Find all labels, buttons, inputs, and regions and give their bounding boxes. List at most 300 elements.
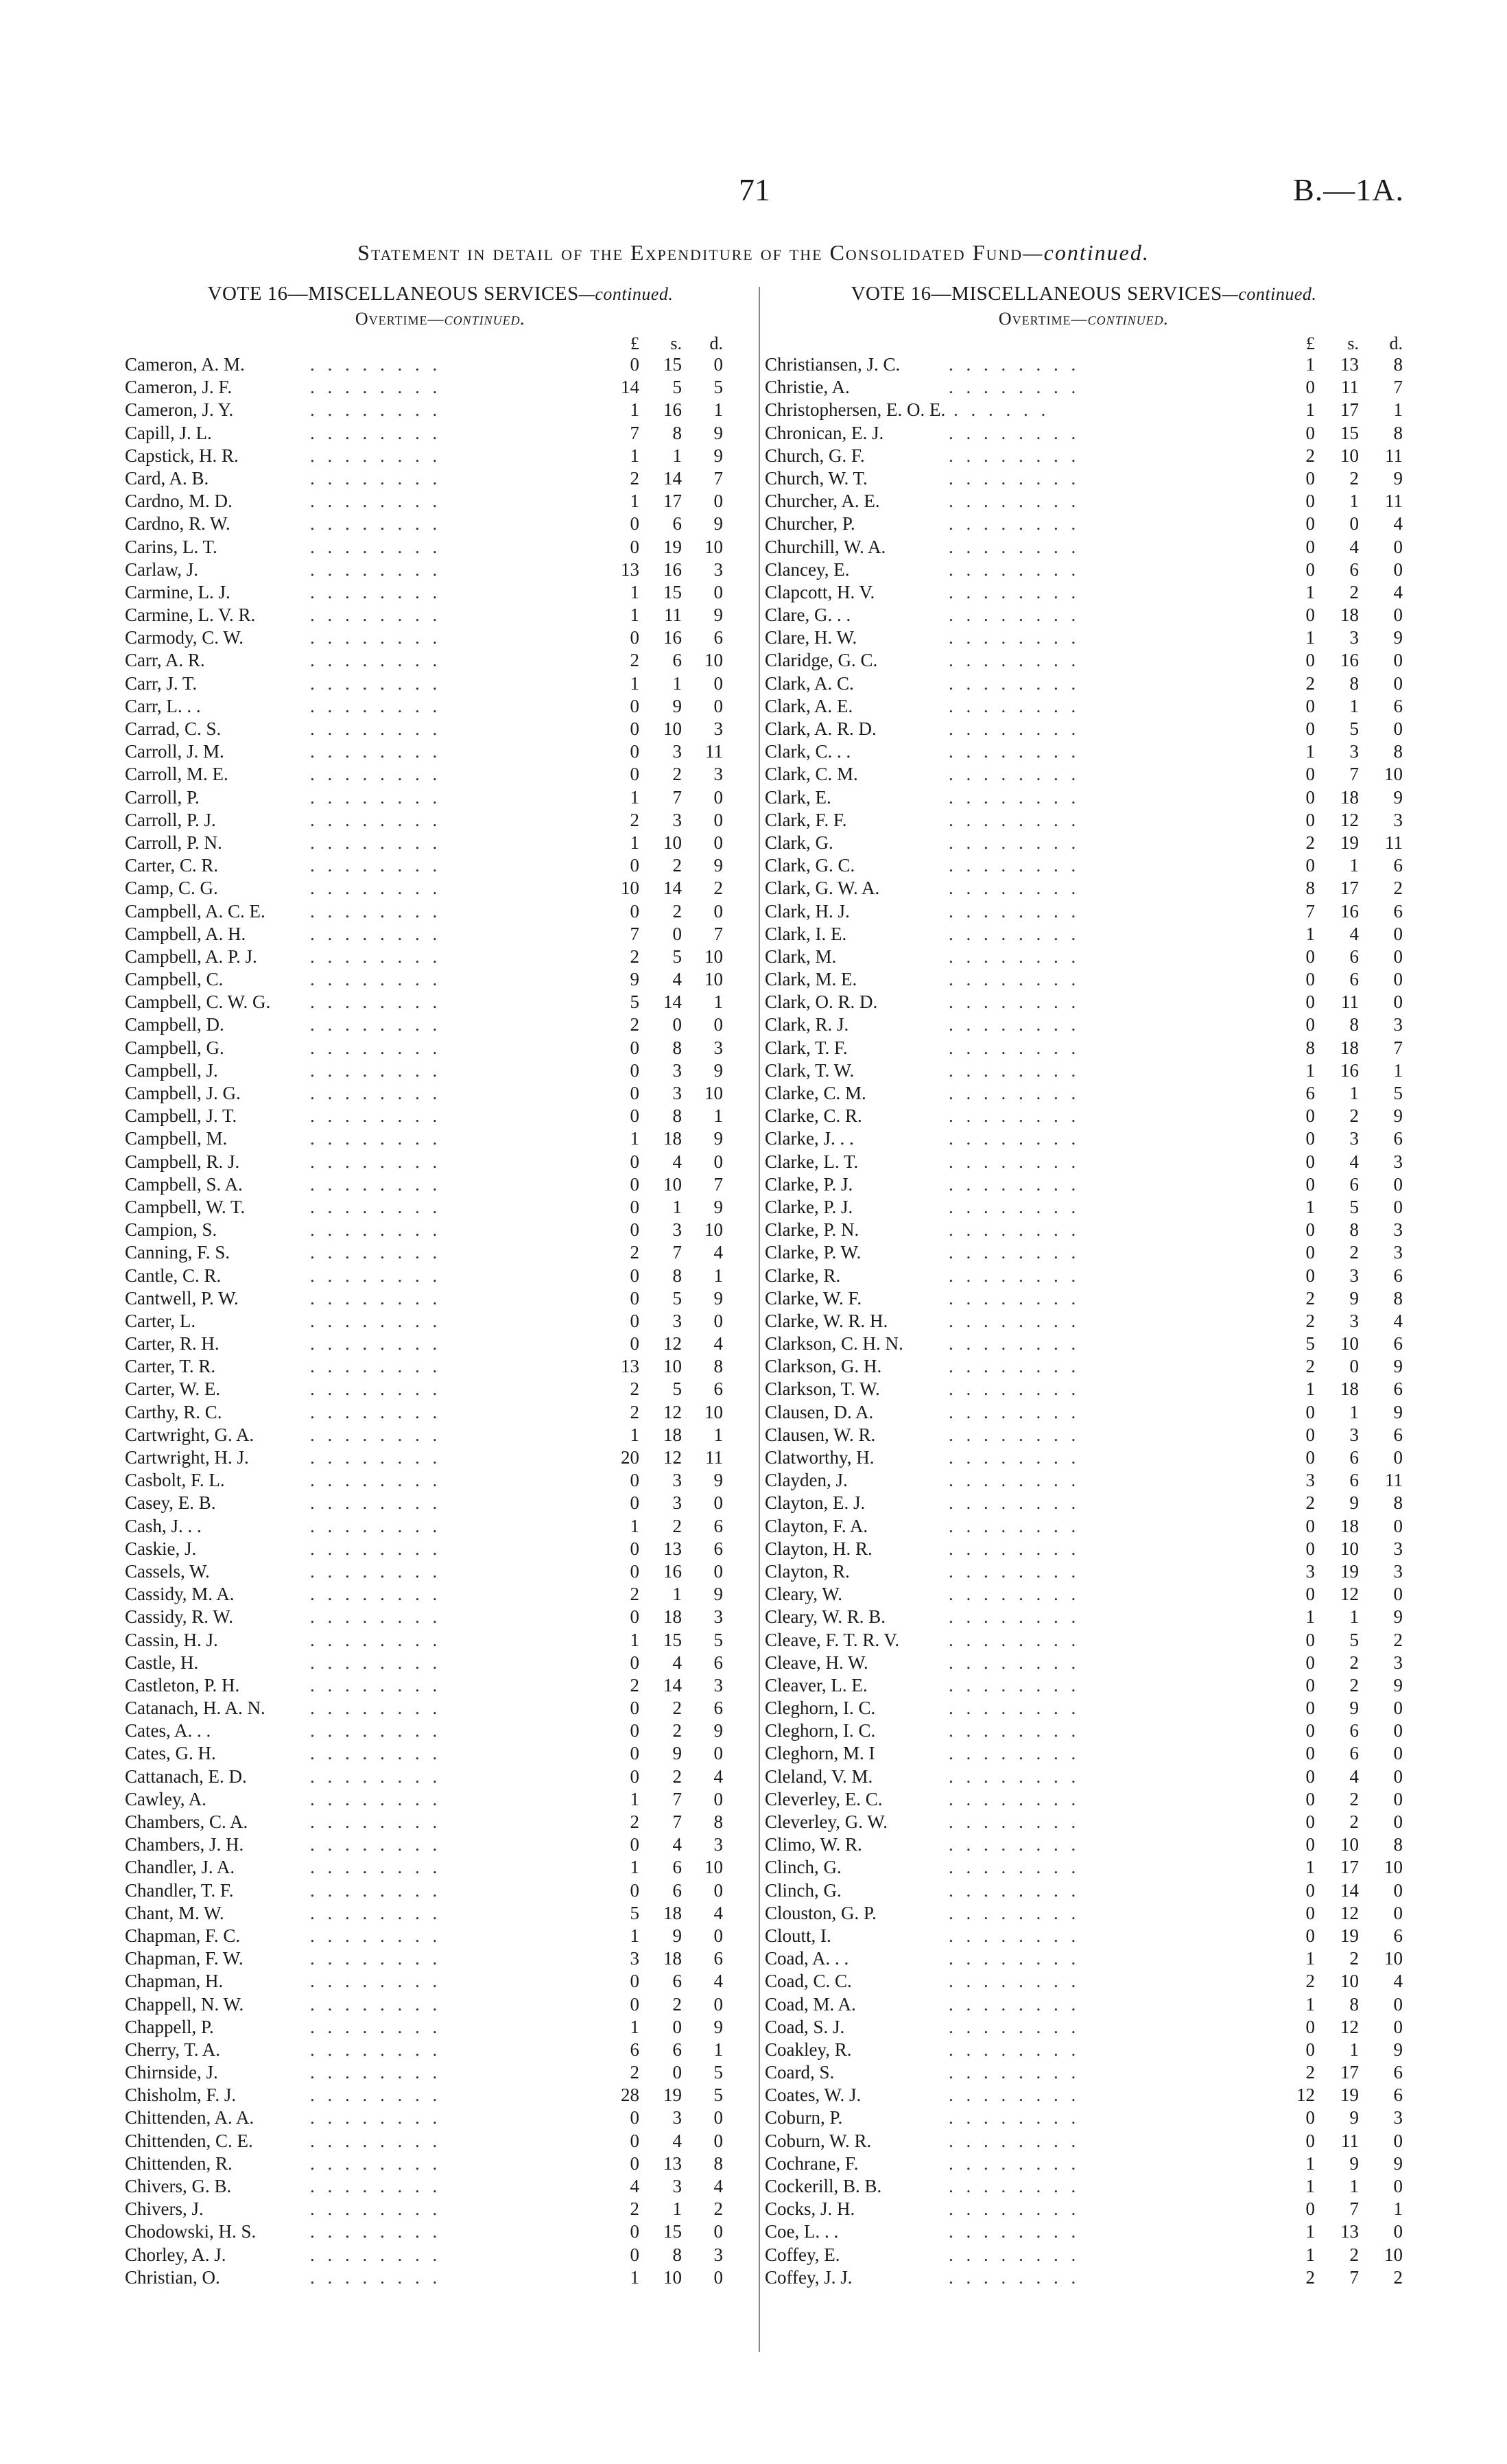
dot-leader: . . . . . . . . [949, 1925, 1080, 1946]
shillings-value: 7 [672, 786, 682, 808]
entry-row [125, 513, 756, 536]
entry-name: Clouston, G. P. [765, 1902, 877, 1923]
pounds-value: 1 [1305, 2244, 1315, 2265]
pounds-value: 0 [1305, 1219, 1315, 1241]
pence-value: 0 [713, 354, 723, 375]
entry-name: Cleghorn, I. C. [765, 1720, 876, 1741]
shillings-value: 11 [664, 605, 682, 626]
shillings-value: 11 [1341, 2130, 1359, 2151]
entry-name: Clarke, L. T. [765, 1151, 859, 1172]
pence-value: 4 [713, 1242, 723, 1263]
shillings-value: 17 [1340, 1857, 1359, 1878]
entry-name: Clark, E. [765, 786, 831, 808]
pence-value: 1 [713, 1105, 723, 1127]
entry-name: Clarke, J. . . [765, 1128, 854, 1149]
shillings-value: 2 [672, 855, 682, 876]
dot-leader: . . . . . . . . [949, 969, 1080, 990]
entry-row [125, 1197, 756, 1219]
shillings-value: 14 [663, 878, 682, 899]
entry-row [765, 537, 1403, 559]
entry-name: Cassidy, R. W. [125, 1606, 234, 1628]
pounds-value: 0 [1305, 467, 1315, 489]
entry-row [765, 924, 1403, 946]
pence-value: 10 [1384, 1948, 1403, 1969]
entry-row [125, 605, 756, 627]
pence-value: 9 [713, 855, 723, 876]
dot-leader: . . . . . . . . [949, 1173, 1080, 1195]
entry-name: Clark, R. J. [765, 1014, 849, 1035]
shillings-value: 3 [672, 1470, 682, 1491]
pence-value: 7 [1393, 1037, 1403, 1058]
entry-row [765, 810, 1403, 832]
pounds-value: 0 [630, 1173, 639, 1195]
entry-name: Clatworthy, H. [765, 1447, 875, 1468]
pounds-value: 0 [1305, 1629, 1315, 1650]
pence-value: 1 [713, 1265, 723, 1286]
pounds-value: 1 [630, 1788, 639, 1809]
pence-value: 4 [713, 1902, 723, 1923]
dot-leader: . . . . . . . . [949, 1242, 1080, 1263]
dot-leader: . . . . . . . . [949, 2152, 1080, 2174]
entry-row [765, 1743, 1403, 1765]
pence-value: 0 [1393, 650, 1403, 671]
entry-name: Campbell, M. [125, 1128, 228, 1149]
dot-leader: . . . . . . . . [949, 718, 1080, 739]
pence-value: 5 [1393, 1083, 1403, 1103]
entry-name: Clark, G. W. A. [765, 878, 880, 899]
entry-row [125, 2176, 756, 2198]
pounds-value: 0 [1305, 1242, 1315, 1263]
shillings-value: 2 [1349, 467, 1359, 489]
entry-row [125, 1743, 756, 1765]
dot-leader: . . . . . . . . [949, 1652, 1080, 1673]
pence-value: 0 [1393, 946, 1403, 967]
pounds-value: 0 [1305, 1788, 1315, 1809]
shillings-value: 6 [1349, 1743, 1359, 1764]
dot-leader: . . . . . . . . [949, 1720, 1080, 1741]
dot-leader: . . . . . . . . [949, 1401, 1080, 1422]
pence-value: 0 [1393, 2221, 1403, 2242]
entry-name: Clare, H. W. [765, 627, 857, 648]
pence-value: 5 [713, 2085, 723, 2106]
pounds-value: 0 [1305, 718, 1315, 739]
entry-row [765, 1516, 1403, 1538]
pounds-value: 0 [1305, 1652, 1315, 1673]
entry-row [765, 1014, 1403, 1037]
pounds-value: 1 [630, 786, 639, 808]
shillings-value: 19 [1340, 2085, 1359, 2106]
entry-row [765, 2107, 1403, 2130]
entry-row [125, 1903, 756, 1925]
pence-value: 7 [713, 923, 723, 944]
shillings-value: 6 [672, 1971, 682, 1992]
entry-row [125, 1242, 756, 1265]
shillings-value: 1 [1349, 855, 1359, 876]
pence-value: 2 [1393, 878, 1403, 899]
dot-leader: . . . . . . . . [949, 1424, 1080, 1445]
entry-row [125, 1447, 756, 1470]
shillings-value: 9 [1349, 2152, 1359, 2174]
shillings-value: 10 [663, 718, 682, 739]
dot-leader: . . . . . . . . [310, 1470, 442, 1491]
pounds-value: 0 [1305, 1879, 1315, 1901]
shillings-value: 2 [1349, 1242, 1359, 1263]
entry-name: Caskie, J. [125, 1538, 197, 1559]
entry-row [765, 1789, 1403, 1811]
shillings-value: 0 [672, 2062, 682, 2083]
pounds-value: 1 [630, 2016, 639, 2037]
pounds-value: 2 [630, 1584, 639, 1605]
shillings-value: 3 [1349, 1424, 1359, 1445]
pence-value: 9 [713, 605, 723, 626]
shillings-value: 6 [1349, 969, 1359, 990]
pounds-value: 0 [1305, 605, 1315, 626]
entry-name: Chittenden, C. E. [125, 2130, 253, 2151]
entry-name: Coburn, W. R. [765, 2130, 872, 2151]
entry-name: Clark, A. C. [765, 672, 854, 694]
entry-row [125, 537, 756, 559]
entry-name: Campbell, J. T. [125, 1105, 237, 1127]
pence-value: 2 [713, 878, 723, 899]
shillings-value: 6 [1349, 1720, 1359, 1741]
shillings-value: 0 [672, 923, 682, 944]
entry-row [125, 924, 756, 946]
entry-row [125, 1698, 756, 1720]
pence-value: 5 [713, 2062, 723, 2083]
pence-value: 9 [713, 1128, 723, 1149]
pence-value: 10 [704, 969, 723, 990]
dot-leader: . . . . . . . . [949, 1629, 1080, 1650]
pence-value: 0 [713, 1492, 723, 1514]
shillings-value: 9 [1349, 1698, 1359, 1719]
pounds-value: 28 [621, 2085, 639, 2106]
entry-row [765, 1356, 1403, 1378]
shillings-value: 16 [1340, 650, 1359, 671]
shillings-value: 13 [663, 2152, 682, 2174]
pence-value: 6 [1393, 900, 1403, 922]
pence-value: 6 [1393, 1925, 1403, 1946]
entry-name: Clarkson, G. H. [765, 1356, 882, 1377]
pounds-value: 0 [630, 1059, 639, 1081]
entry-row [125, 1994, 756, 2017]
pounds-value: 3 [1305, 1470, 1315, 1491]
entry-name: Cocks, J. H. [765, 2198, 855, 2220]
dot-leader: . . . . . . . . [949, 445, 1080, 466]
pence-value: 0 [1393, 1447, 1403, 1468]
pounds-value: 0 [1305, 1765, 1315, 1787]
pence-value: 3 [713, 2244, 723, 2265]
shillings-value: 16 [663, 1560, 682, 1582]
pounds-value: 1 [1305, 923, 1315, 944]
shillings-value: 12 [663, 1401, 682, 1422]
entry-row [125, 673, 756, 696]
dot-leader: . . . . . . . . [949, 1515, 1080, 1536]
dot-leader: . . . . . . . . [310, 513, 442, 535]
shillings-value: 14 [663, 467, 682, 489]
entry-name: Carr, A. R. [125, 650, 205, 671]
entry-name: Coad, M. A. [765, 1993, 856, 2015]
entry-row [125, 1925, 756, 1948]
pounds-value: 1 [630, 1857, 639, 1878]
entry-row [765, 1630, 1403, 1652]
entry-name: Cassels, W. [125, 1560, 210, 1582]
entry-row [765, 1925, 1403, 1948]
shillings-value: 2 [1349, 1674, 1359, 1696]
pounds-value: 0 [1305, 1698, 1315, 1719]
dot-leader: . . . . . . . . [310, 1447, 442, 1468]
entry-row [765, 627, 1403, 650]
shillings-value: 6 [672, 513, 682, 535]
shillings-value: 3 [672, 2176, 682, 2196]
shillings-value: 8 [1349, 1219, 1359, 1241]
pence-value: 3 [713, 1834, 723, 1855]
entry-row [765, 2085, 1403, 2107]
pence-value: 4 [713, 1765, 723, 1787]
shillings-value: 1 [1349, 2176, 1359, 2196]
entry-row [125, 832, 756, 855]
entry-name: Clancey, E. [765, 559, 850, 580]
entry-row [765, 1060, 1403, 1083]
dot-leader: . . . . . . . . [310, 1242, 442, 1263]
shillings-value: 18 [663, 1902, 682, 1923]
dot-leader: . . . . . . . . [949, 1765, 1080, 1787]
dot-leader: . . . . . . . . [310, 764, 442, 785]
dot-leader: . . . . . . . . [310, 1652, 442, 1673]
entry-row [765, 2267, 1403, 2290]
entry-row [125, 1766, 756, 1789]
pence-value: 9 [1393, 1606, 1403, 1628]
entry-row [125, 1288, 756, 1311]
entry-row [765, 1083, 1403, 1105]
entry-row [125, 1516, 756, 1538]
dot-leader: . . . . . . . . [949, 992, 1080, 1013]
pence-value: 9 [1393, 1401, 1403, 1422]
pence-value: 0 [713, 672, 723, 694]
pounds-value: 3 [1305, 1560, 1315, 1582]
shillings-value: 12 [1340, 809, 1359, 830]
pence-value: 9 [713, 1470, 723, 1491]
entry-name: Cawley, A. [125, 1788, 206, 1809]
money-header [765, 333, 1403, 354]
shillings-value: 9 [1349, 1492, 1359, 1514]
pence-value: 0 [713, 1151, 723, 1172]
dot-leader: . . . . . . . . [310, 672, 442, 694]
entry-name: Cameron, J. Y. [125, 399, 234, 421]
dot-leader: . . . . . . . . [310, 900, 442, 922]
pence-value: 0 [1393, 672, 1403, 694]
entry-name: Cameron, J. F. [125, 377, 233, 398]
entry-row [125, 1880, 756, 1903]
shillings-value: 15 [663, 581, 682, 602]
pounds-value: 0 [1305, 1515, 1315, 1536]
entry-name: Campbell, C. [125, 969, 224, 990]
dot-leader: . . . . . . . . [310, 1059, 442, 1081]
dot-leader: . . . . . . . . [949, 741, 1080, 762]
pounds-value: 1 [1305, 1059, 1315, 1081]
pence-value: 9 [1393, 2039, 1403, 2060]
pounds-value: 1 [630, 1515, 639, 1536]
entry-row [765, 1174, 1403, 1197]
dot-leader: . . . . . . . . [949, 1788, 1080, 1809]
dot-leader: . . . . . . . . [949, 1674, 1080, 1696]
entry-name: Campbell, C. W. G. [125, 992, 271, 1013]
entry-row [765, 1766, 1403, 1789]
pence-value: 0 [713, 1560, 723, 1582]
entry-name: Christophersen, E. O. E. [765, 399, 946, 421]
pence-value: 3 [1393, 1219, 1403, 1241]
shillings-value: 3 [672, 2107, 682, 2128]
shillings-value: 14 [663, 992, 682, 1013]
dot-leader: . . . . . . . . [949, 2107, 1080, 2128]
pounds-value: 2 [630, 2198, 639, 2220]
entry-name: Churcher, A. E. [765, 491, 880, 512]
pounds-value: 0 [630, 1834, 639, 1855]
shillings-value: 15 [663, 354, 682, 375]
entry-row [765, 445, 1403, 468]
dot-leader: . . . . . . . . [310, 923, 442, 944]
shillings-value: 6 [1349, 1470, 1359, 1491]
shillings-value: 8 [672, 2244, 682, 2265]
pounds-value: 0 [1305, 1424, 1315, 1445]
dot-leader: . . . . . . . . [310, 1310, 442, 1331]
entry-row [765, 969, 1403, 992]
dot-leader: . . . . . . . . [949, 1310, 1080, 1331]
dot-leader: . . . . . . . . [949, 559, 1080, 580]
pounds-value: 0 [1305, 855, 1315, 876]
pence-value: 9 [1393, 786, 1403, 808]
dot-leader: . . . . . . . . [310, 491, 442, 512]
shillings-value: 2 [1349, 581, 1359, 602]
dot-leader: . . . . . . . . [949, 581, 1080, 602]
entry-name: Clarke, W. R. H. [765, 1310, 888, 1331]
pounds-value: 0 [1305, 1151, 1315, 1172]
pounds-value: 0 [1305, 1447, 1315, 1468]
shillings-value: 2 [1349, 1948, 1359, 1969]
entry-row [125, 445, 756, 468]
pounds-value: 1 [630, 1128, 639, 1149]
shillings-value: 13 [663, 1538, 682, 1559]
dot-leader: . . . . . . . . [949, 900, 1080, 922]
dot-leader: . . . . . . . . [310, 786, 442, 808]
shillings-value: 12 [663, 1333, 682, 1354]
pounds-value: 0 [1305, 422, 1315, 443]
dot-leader: . . . . . . . . [949, 1470, 1080, 1491]
entry-name: Clarkson, C. H. N. [765, 1333, 903, 1354]
entry-row [765, 354, 1403, 377]
pounds-value: 0 [1305, 1014, 1315, 1035]
entry-name: Church, G. F. [765, 445, 865, 466]
entry-row [125, 559, 756, 582]
shillings-value: 10 [663, 1173, 682, 1195]
entry-name: Casbolt, F. L. [125, 1470, 225, 1491]
entry-row [125, 1538, 756, 1561]
entry-name: Cleave, F. T. R. V. [765, 1629, 900, 1650]
shillings-value: 2 [1349, 1652, 1359, 1673]
entry-row [765, 832, 1403, 855]
entry-row [765, 468, 1403, 491]
shillings-value: 18 [1340, 1378, 1359, 1400]
entry-row [125, 2221, 756, 2244]
pounds-value: 1 [630, 832, 639, 853]
entry-name: Clark, A. E. [765, 695, 853, 716]
dot-leader: . . . . . . . . [949, 855, 1080, 876]
pence-value: 8 [1393, 1287, 1403, 1309]
entry-name: Campbell, J. G. [125, 1083, 241, 1103]
pence-value: 0 [713, 2130, 723, 2151]
pence-value: 0 [1393, 1698, 1403, 1719]
entry-name: Clarke, C. R. [765, 1105, 862, 1127]
dot-leader: . . . . . . . . [949, 1083, 1080, 1103]
pence-value: 6 [1393, 1265, 1403, 1286]
entry-name: Carter, T. R. [125, 1356, 216, 1377]
entry-row [125, 2267, 756, 2290]
dot-leader: . . . . . . . . [310, 2198, 442, 2220]
entry-name: Chapman, F. C. [125, 1925, 241, 1946]
shillings-value: 1 [672, 1196, 682, 1217]
entry-name: Cassin, H. J. [125, 1629, 218, 1650]
dot-leader: . . . . . . . . [310, 2176, 442, 2196]
column-divider [759, 287, 760, 2352]
entry-name: Castle, H. [125, 1652, 199, 1673]
dot-leader: . . . . . . . . [310, 1674, 442, 1696]
entry-row [765, 1903, 1403, 1925]
pounds-header: £ [630, 333, 639, 353]
entry-row [125, 1492, 756, 1515]
dot-leader: . . . . . . . . [310, 741, 442, 762]
entry-row [125, 1470, 756, 1492]
pounds-value: 0 [630, 741, 639, 762]
pounds-value: 0 [1305, 2039, 1315, 2060]
entry-name: Cleghorn, I. C. [765, 1698, 876, 1719]
dot-leader: . . . . . . . . [310, 1083, 442, 1103]
pence-value: 8 [1393, 741, 1403, 762]
shillings-value: 7 [672, 1788, 682, 1809]
dot-leader: . . . . . . . . [310, 627, 442, 648]
dot-leader: . . . . . . [953, 399, 1050, 421]
pounds-value: 0 [1305, 650, 1315, 671]
pounds-value: 2 [1305, 1287, 1315, 1309]
pence-value: 3 [1393, 2107, 1403, 2128]
pence-value: 1 [1393, 399, 1403, 421]
dot-leader: . . . . . . . . [310, 1971, 442, 1992]
shillings-value: 3 [672, 1219, 682, 1241]
pence-header: d. [709, 333, 723, 353]
entry-row [765, 2039, 1403, 2062]
shillings-value: 6 [672, 650, 682, 671]
dot-leader: . . . . . . . . [310, 1014, 442, 1035]
entry-row [125, 1037, 756, 1060]
pounds-value: 0 [630, 1765, 639, 1787]
entry-name: Clark, T. W. [765, 1059, 855, 1081]
entry-name: Coates, W. J. [765, 2085, 862, 2106]
pence-value: 3 [713, 559, 723, 580]
shillings-value: 9 [672, 695, 682, 716]
shillings-value: 18 [1340, 605, 1359, 626]
dot-leader: . . . . . . . . [949, 1128, 1080, 1149]
dot-leader: . . . . . . . . [949, 1287, 1080, 1309]
dot-leader: . . . . . . . . [949, 946, 1080, 967]
pence-value: 0 [1393, 969, 1403, 990]
entry-name: Clarke, P. W. [765, 1242, 862, 1263]
entry-name: Christiansen, J. C. [765, 354, 901, 375]
entry-row [765, 1470, 1403, 1492]
entry-name: Cleghorn, M. I [765, 1743, 875, 1764]
shillings-value: 12 [1340, 1902, 1359, 1923]
pounds-value: 2 [1305, 2062, 1315, 2083]
shillings-value: 15 [663, 1629, 682, 1650]
entry-name: Clapcott, H. V. [765, 581, 875, 602]
pence-value: 9 [713, 1720, 723, 1741]
